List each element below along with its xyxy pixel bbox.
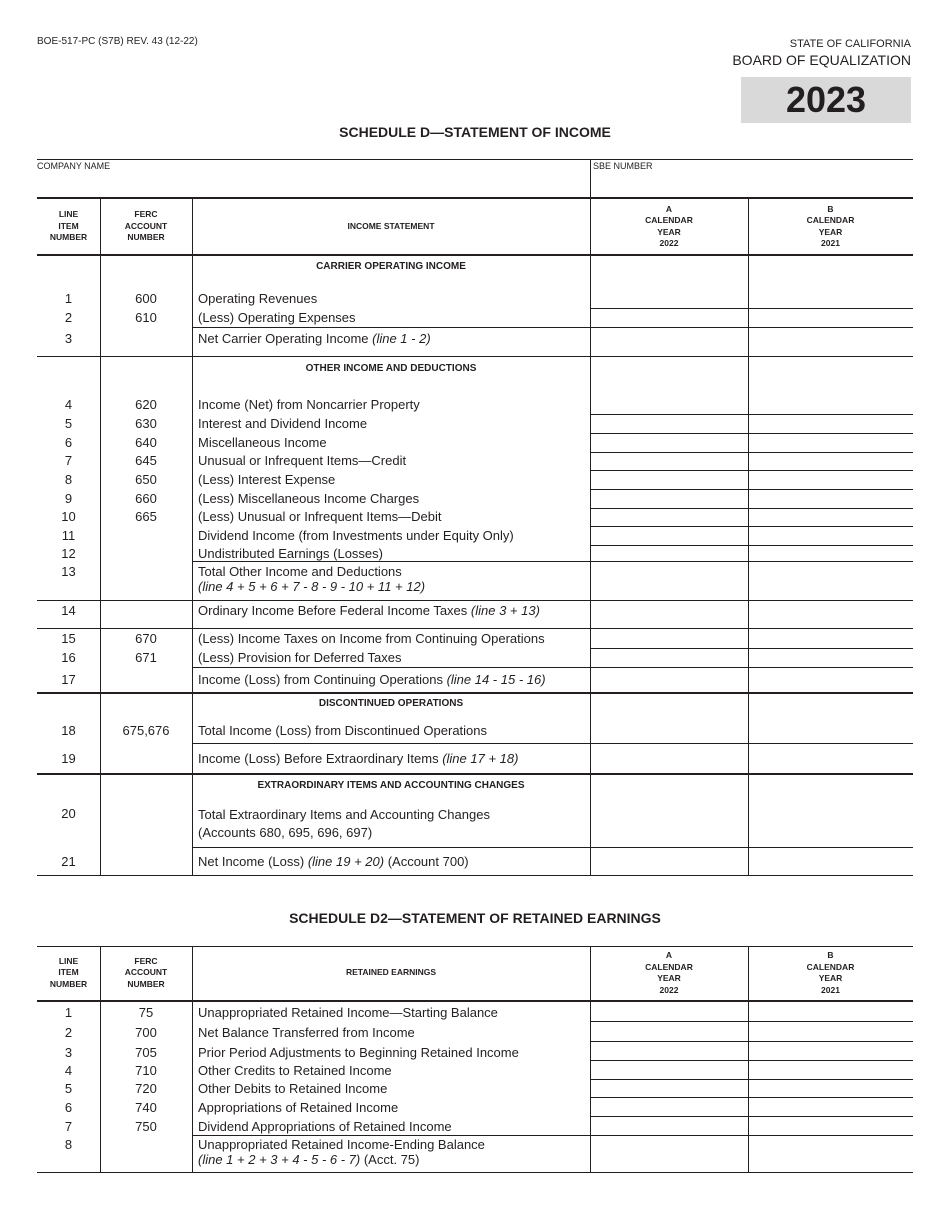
- sched-d-amount-a-line-12[interactable]: [593, 547, 747, 560]
- sched-d-line-description-18: Total Income (Loss) from Discontinued Operations: [198, 723, 488, 738]
- sched-d2-line-number-1: 1: [64, 1005, 73, 1020]
- sched-d-amount-a-line-3[interactable]: [593, 329, 747, 355]
- sched-d-line-number-12: 12: [61, 546, 76, 561]
- sched-d-ferc-account-4: 620: [135, 397, 157, 412]
- header-word: CALENDAR: [806, 961, 855, 972]
- rule-line: [37, 1000, 913, 1002]
- form-number: BOE-517-PC (S7B) REV. 43 (12-22): [37, 36, 198, 47]
- sched-d2-amount-b-line-4[interactable]: [751, 1062, 912, 1078]
- rule-line: [590, 1060, 913, 1061]
- section-extraordinary-items: EXTRAORDINARY ITEMS AND ACCOUNTING CHANGES: [257, 780, 525, 791]
- sched-d-line-description-21: Net Income (Loss) (line 19 + 20) (Account 700): [198, 854, 469, 869]
- sched-d-line-number-17: 17: [61, 672, 76, 687]
- sched-d-amount-a-line-6[interactable]: [593, 435, 747, 451]
- rule-line: [590, 648, 913, 649]
- sched-d-ferc-account-7: 645: [135, 453, 157, 468]
- header-word: LINE: [58, 209, 79, 220]
- sched-d-amount-a-line-15[interactable]: [593, 630, 747, 647]
- schedule-d2-title: SCHEDULE D2—STATEMENT OF RETAINED EARNINGS: [289, 910, 661, 926]
- rule-line: [192, 1135, 913, 1136]
- sched-d-amount-a-line-10[interactable]: [593, 510, 747, 525]
- rule-line: [192, 667, 913, 668]
- line-formula: (line 14 - 15 - 16): [446, 672, 546, 687]
- rule-line: [37, 600, 913, 601]
- rule-line: [590, 545, 913, 546]
- sched-d-amount-b-line-14[interactable]: [751, 602, 912, 627]
- rule-line: [590, 508, 913, 509]
- sched-d-line-description-2: (Less) Operating Expenses: [198, 310, 356, 325]
- header-word: 2022: [659, 984, 679, 995]
- sched-d-amount-a-line-20[interactable]: [593, 775, 747, 846]
- column-a-header: [590, 950, 748, 996]
- line-item-number-header: [37, 209, 100, 244]
- sched-d-line-description-9: (Less) Miscellaneous Income Charges: [198, 491, 420, 506]
- sched-d2-line-number-2: 2: [64, 1025, 73, 1040]
- header-word: YEAR: [657, 226, 681, 237]
- rule-line: [37, 197, 913, 199]
- header-word: A: [665, 950, 673, 960]
- header-word: ITEM: [58, 967, 79, 978]
- line-formula: (line 4 + 5 + 6 + 7 - 8 - 9 - 10 + 11 + 12): [198, 579, 426, 594]
- sched-d2-line-number-6: 6: [64, 1100, 73, 1115]
- line-formula: (line 19 + 20): [307, 854, 385, 869]
- sched-d-line-number-9: 9: [64, 491, 73, 506]
- rule-line: [37, 628, 913, 629]
- sched-d-line-description-8: (Less) Interest Expense: [198, 472, 336, 487]
- sched-d-line-description-12: Undistributed Earnings (Losses): [198, 546, 383, 561]
- sched-d2-ferc-account-5: 720: [135, 1081, 157, 1096]
- column-rule: [192, 946, 193, 1172]
- rule-line: [37, 1172, 913, 1173]
- sched-d-line-number-3: 3: [64, 331, 73, 346]
- column-rule: [590, 946, 591, 1172]
- sched-d2-line-description-4: Other Credits to Retained Income: [198, 1063, 392, 1078]
- sched-d-amount-b-line-8[interactable]: [751, 472, 912, 488]
- statement-header: RETAINED EARNINGS: [345, 967, 437, 977]
- header-word: NUMBER: [49, 232, 88, 243]
- sched-d-amount-b-line-10[interactable]: [751, 510, 912, 525]
- sched-d-amount-a-line-2[interactable]: [593, 310, 747, 326]
- sched-d-line-number-14: 14: [61, 603, 76, 618]
- rule-line: [192, 743, 913, 744]
- state-label: STATE OF CALIFORNIA: [789, 38, 911, 50]
- sched-d-ferc-account-6: 640: [135, 435, 157, 450]
- sched-d-amount-b-line-1[interactable]: [751, 282, 912, 307]
- section-discontinued-operations: DISCONTINUED OPERATIONS: [318, 698, 464, 709]
- sched-d-line-number-13: 13: [61, 564, 76, 579]
- sched-d-amount-b-line-17[interactable]: [751, 669, 912, 691]
- sched-d-ferc-account-5: 630: [135, 416, 157, 431]
- sched-d-line-number-18: 18: [61, 723, 76, 738]
- header-word: 2022: [659, 238, 679, 248]
- sched-d-amount-b-line-5[interactable]: [751, 416, 912, 432]
- sched-d2-line-number-3: 3: [64, 1045, 73, 1060]
- sched-d-line-description-1: Operating Revenues: [198, 291, 318, 306]
- sched-d-line-description-19: Income (Loss) Before Extraordinary Items (line 17 + 18): [198, 751, 519, 766]
- line-formula: (line 3 + 13): [470, 603, 540, 618]
- statement-header: INCOME STATEMENT: [347, 220, 435, 231]
- schedule-d-title: SCHEDULE D—STATEMENT OF INCOME: [339, 124, 611, 140]
- sched-d-amount-b-line-6[interactable]: [751, 435, 912, 451]
- sched-d2-amount-a-line-1[interactable]: [593, 1004, 747, 1020]
- company-name-label: COMPANY NAME: [37, 161, 111, 171]
- sched-d-line-number-21: 21: [61, 854, 76, 869]
- sched-d-amount-a-line-14[interactable]: [593, 602, 747, 627]
- sched-d-line-description-16: (Less) Provision for Deferred Taxes: [198, 650, 402, 665]
- sched-d2-line-description-5: Other Debits to Retained Income: [198, 1081, 388, 1096]
- sched-d2-ferc-account-3: 705: [135, 1045, 157, 1060]
- sched-d-line-number-11: 11: [61, 528, 76, 543]
- sched-d-ferc-account-18: 675,676: [122, 723, 170, 738]
- rule-line: [590, 526, 913, 527]
- sched-d-line-number-16: 16: [61, 650, 76, 665]
- sched-d-amount-b-line-3[interactable]: [751, 329, 912, 355]
- sched-d-line-description-10: (Less) Unusual or Infrequent Items—Debit: [198, 509, 442, 524]
- rule-line: [590, 1041, 913, 1042]
- rule-line: [192, 561, 913, 562]
- sched-d2-amount-b-line-1[interactable]: [751, 1004, 912, 1020]
- sched-d-amount-a-line-17[interactable]: [593, 669, 747, 691]
- sched-d-ferc-account-9: 660: [135, 491, 157, 506]
- sched-d-amount-b-line-12[interactable]: [751, 547, 912, 560]
- sched-d-amount-a-line-18[interactable]: [593, 694, 747, 742]
- header-word: ACCOUNT: [124, 967, 168, 978]
- sched-d-amount-a-line-16[interactable]: [593, 650, 747, 666]
- section-other-income-deductions: OTHER INCOME AND DEDUCTIONS: [305, 363, 477, 374]
- sched-d-line-number-4: 4: [64, 397, 73, 412]
- sched-d-amount-b-line-20[interactable]: [751, 775, 912, 846]
- sbe-number-label: SBE NUMBER: [593, 161, 653, 171]
- header-word: FERC: [134, 955, 158, 966]
- sched-d-line-description-20: Total Extraordinary Items and Accounting Changes (Accounts 680, 695, 696, 697): [198, 807, 490, 840]
- sched-d-amount-b-line-9[interactable]: [751, 491, 912, 507]
- sched-d-amount-a-line-1[interactable]: [593, 282, 747, 307]
- header-word: CALENDAR: [645, 215, 693, 225]
- column-b-header: [748, 204, 913, 250]
- sched-d2-amount-a-line-2[interactable]: [593, 1023, 747, 1040]
- rule-line: [590, 1079, 913, 1080]
- sched-d-line-description-6: Miscellaneous Income: [198, 435, 327, 450]
- header-word: YEAR: [818, 226, 843, 237]
- sched-d-line-number-1: 1: [64, 291, 73, 306]
- rule-line: [37, 946, 913, 947]
- sched-d-ferc-account-10: 665: [135, 509, 157, 524]
- header-word: YEAR: [657, 973, 681, 983]
- sched-d-line-number-7: 7: [64, 453, 73, 468]
- header-word: ACCOUNT: [124, 220, 168, 231]
- sched-d-amount-b-line-7[interactable]: [751, 454, 912, 469]
- rule-line: [590, 489, 913, 490]
- rule-line: [37, 254, 913, 256]
- sched-d2-amount-a-line-5[interactable]: [593, 1081, 747, 1096]
- sched-d-line-number-19: 19: [61, 751, 76, 766]
- sched-d-amount-b-line-19[interactable]: [751, 745, 912, 772]
- sched-d-line-number-5: 5: [64, 416, 73, 431]
- sched-d2-amount-b-line-8[interactable]: [751, 1137, 912, 1171]
- sched-d-amount-b-line-18[interactable]: [751, 694, 912, 742]
- sched-d2-ferc-account-4: 710: [135, 1063, 157, 1078]
- sched-d-line-description-3: Net Carrier Operating Income (line 1 - 2): [198, 331, 431, 346]
- sched-d-amount-a-line-4[interactable]: [593, 358, 747, 413]
- sched-d-line-description-4: Income (Net) from Noncarrier Property: [198, 397, 420, 412]
- sched-d-line-description-11: Dividend Income (from Investments under Equity Only): [198, 528, 514, 543]
- sched-d2-line-description-1: Unappropriated Retained Income—Starting Balance: [198, 1005, 498, 1020]
- sched-d-ferc-account-8: 650: [135, 472, 157, 487]
- sched-d-amount-b-line-11[interactable]: [751, 528, 912, 544]
- sched-d-amount-b-line-4[interactable]: [751, 358, 912, 413]
- rule-line: [590, 308, 913, 309]
- sched-d-amount-a-line-7[interactable]: [593, 454, 747, 469]
- sched-d-line-number-6: 6: [64, 435, 73, 450]
- sched-d-line-number-2: 2: [64, 310, 73, 325]
- sched-d2-line-description-2: Net Balance Transferred from Income: [198, 1025, 415, 1040]
- sched-d-line-number-8: 8: [64, 472, 73, 487]
- sched-d2-ferc-account-2: 700: [135, 1025, 157, 1040]
- sched-d-ferc-account-2: 610: [135, 310, 157, 325]
- sched-d-line-number-15: 15: [61, 631, 76, 646]
- sched-d2-amount-a-line-4[interactable]: [593, 1062, 747, 1078]
- rule-line: [37, 356, 913, 357]
- year-box: 2023: [741, 77, 911, 123]
- rule-line: [590, 1097, 913, 1098]
- sched-d2-ferc-account-7: 750: [135, 1119, 157, 1134]
- sched-d2-line-description-6: Appropriations of Retained Income: [198, 1100, 399, 1115]
- sched-d-amount-b-line-13[interactable]: [751, 563, 912, 599]
- sched-d2-amount-b-line-6[interactable]: [751, 1099, 912, 1115]
- header-word: 2021: [821, 238, 840, 248]
- header-word: LINE: [58, 955, 79, 966]
- header-word: CALENDAR: [645, 961, 693, 972]
- column-a-header: [590, 204, 748, 250]
- header-word: NUMBER: [127, 232, 165, 243]
- header-word: A: [665, 203, 673, 214]
- line-item-number-header: [37, 956, 100, 991]
- sched-d2-line-description-7: Dividend Appropriations of Retained Income: [198, 1119, 452, 1134]
- sched-d-ferc-account-1: 600: [135, 291, 157, 306]
- sched-d2-amount-a-line-7[interactable]: [593, 1118, 747, 1134]
- sched-d-amount-a-line-13[interactable]: [593, 563, 747, 599]
- header-word: FERC: [134, 209, 158, 220]
- sched-d-line-description-17: Income (Loss) from Continuing Operations (line 14 - 15 - 16): [198, 672, 546, 687]
- rule-line: [590, 1116, 913, 1117]
- company-name-input[interactable]: [40, 174, 589, 196]
- sched-d-amount-b-line-2[interactable]: [751, 310, 912, 326]
- sched-d2-line-number-8: 8: [64, 1137, 73, 1152]
- header-word: B: [827, 203, 834, 214]
- sched-d-amount-a-line-21[interactable]: [593, 849, 747, 874]
- sched-d2-amount-b-line-3[interactable]: [751, 1043, 912, 1059]
- header-word: YEAR: [818, 973, 843, 983]
- rule-line: [590, 452, 913, 453]
- sched-d2-amount-a-line-6[interactable]: [593, 1099, 747, 1115]
- rule-line: [590, 470, 913, 471]
- ferc-account-number-header: [100, 209, 192, 244]
- header-word: NUMBER: [49, 978, 88, 989]
- line-formula: (line 17 + 18): [442, 751, 519, 766]
- header-word: ITEM: [58, 220, 79, 231]
- line-formula: (line 1 + 2 + 3 + 4 - 5 - 6 - 7): [198, 1152, 361, 1167]
- rule-line: [192, 847, 913, 848]
- rule-line: [590, 414, 913, 415]
- sched-d-line-number-20: 20: [61, 806, 76, 821]
- sched-d-amount-b-line-21[interactable]: [751, 849, 912, 874]
- sched-d-amount-a-line-8[interactable]: [593, 472, 747, 488]
- sched-d-amount-b-line-16[interactable]: [751, 650, 912, 666]
- sched-d-line-description-14: Ordinary Income Before Federal Income Taxes (line 3 + 13): [198, 603, 540, 618]
- sched-d2-line-number-5: 5: [64, 1081, 73, 1096]
- sched-d2-amount-b-line-7[interactable]: [751, 1118, 912, 1134]
- header-word: B: [827, 950, 834, 960]
- sched-d2-amount-b-line-5[interactable]: [751, 1081, 912, 1096]
- sched-d-amount-a-line-11[interactable]: [593, 528, 747, 544]
- section-carrier-operating-income: CARRIER OPERATING INCOME: [316, 261, 466, 272]
- rule-line: [590, 433, 913, 434]
- sched-d-amount-a-line-19[interactable]: [593, 745, 747, 772]
- board-label: BOARD OF EQUALIZATION: [732, 52, 911, 68]
- header-word: 2021: [821, 984, 840, 995]
- line-formula: (line 1 - 2): [372, 331, 431, 346]
- sched-d2-amount-a-line-3[interactable]: [593, 1043, 747, 1059]
- header-word: NUMBER: [127, 978, 165, 989]
- rule-line: [192, 327, 913, 328]
- ferc-account-number-header: [100, 956, 192, 991]
- sched-d2-amount-a-line-8[interactable]: [593, 1137, 747, 1171]
- sched-d2-ferc-account-6: 740: [135, 1100, 157, 1115]
- sched-d-line-description-7: Unusual or Infrequent Items—Credit: [198, 453, 407, 468]
- rule-line: [37, 875, 913, 876]
- sched-d-amount-a-line-9[interactable]: [593, 491, 747, 507]
- sched-d2-amount-b-line-2[interactable]: [751, 1023, 912, 1040]
- sched-d2-line-number-7: 7: [64, 1119, 73, 1134]
- sched-d2-line-description-3: Prior Period Adjustments to Beginning Retained Income: [198, 1045, 519, 1060]
- sched-d2-line-number-4: 4: [64, 1063, 73, 1078]
- column-b-header: [748, 950, 913, 996]
- sched-d2-ferc-account-1: 75: [138, 1005, 154, 1020]
- sched-d-ferc-account-15: 670: [135, 631, 157, 646]
- sbe-number-input[interactable]: [595, 174, 911, 196]
- rule-line: [590, 1021, 913, 1022]
- header-word: CALENDAR: [806, 215, 855, 225]
- sched-d-line-description-13: Total Other Income and Deductions (line 4 + 5 + 6 + 7 - 8 - 9 - 10 + 11 + 12): [198, 564, 426, 594]
- sched-d-amount-a-line-5[interactable]: [593, 416, 747, 432]
- sched-d2-line-description-8: Unappropriated Retained Income-Ending Balance (line 1 + 2 + 3 + 4 - 5 - 6 - 7) (Acct. 75): [198, 1137, 485, 1167]
- sched-d-amount-b-line-15[interactable]: [751, 630, 912, 647]
- column-rule: [748, 946, 749, 1172]
- sched-d-line-number-10: 10: [61, 509, 76, 524]
- sched-d-line-description-15: (Less) Income Taxes on Income from Continuing Operations: [198, 631, 545, 646]
- sched-d-ferc-account-16: 671: [135, 650, 157, 665]
- sched-d-line-description-5: Interest and Dividend Income: [198, 416, 368, 431]
